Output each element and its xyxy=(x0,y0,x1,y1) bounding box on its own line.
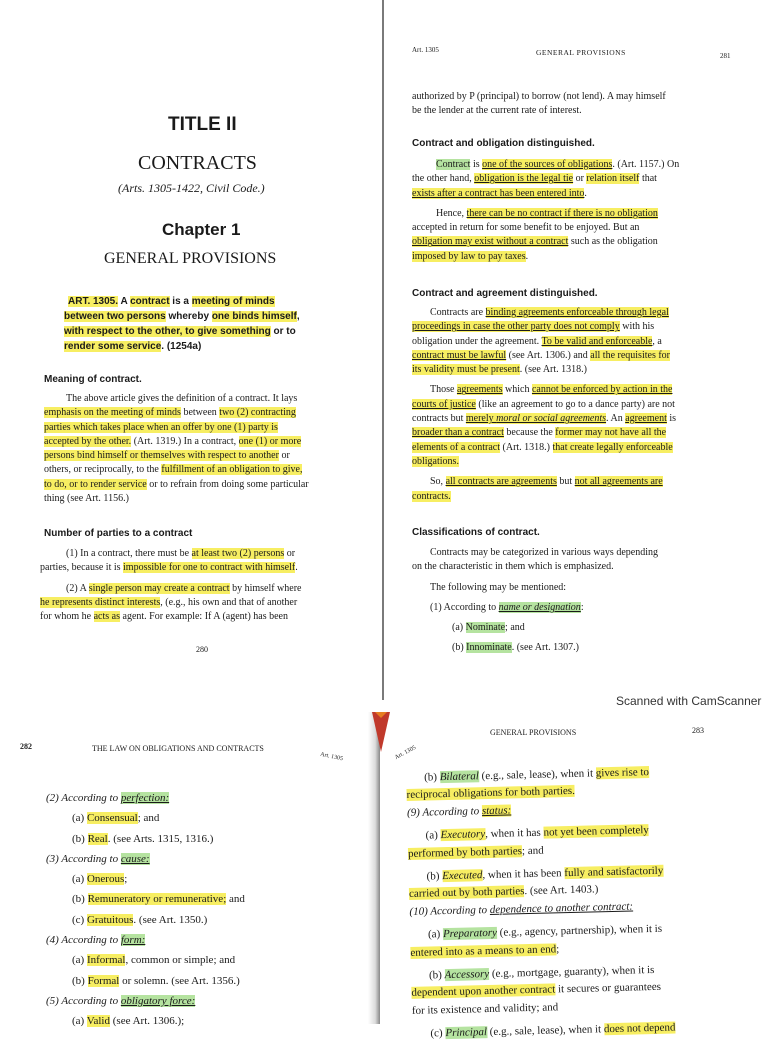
list-item: form: xyxy=(120,934,146,947)
text-line: (a) xyxy=(452,622,466,634)
scanner-watermark: Scanned with CamScanner xyxy=(616,694,762,708)
art-text: with respect to the other, to give something xyxy=(64,326,271,337)
title-heading: TITLE II xyxy=(168,114,237,135)
text-line: but xyxy=(556,476,575,488)
classification-list-continued xyxy=(406,761,769,1043)
text-line: that create legally enforceable xyxy=(552,441,673,453)
list-item: it secures or guarantees xyxy=(555,981,662,996)
list-item: Executed xyxy=(442,869,483,883)
text-line: . xyxy=(584,187,587,199)
running-header-center: GENERAL PROVISIONS xyxy=(490,728,577,737)
list-item: (b) xyxy=(426,870,443,883)
list-item: Gratuitous xyxy=(86,913,134,926)
text-line: Contracts may be categorized in various ways depending xyxy=(430,547,658,558)
text-line: others, or reciprocally, to the xyxy=(44,464,162,476)
text-line: agreement xyxy=(625,413,667,425)
page-280 xyxy=(0,0,384,700)
text-line: (2) A xyxy=(66,582,89,594)
text-line: between xyxy=(180,407,220,419)
list-item: Preparatory xyxy=(442,927,498,941)
text-line: is xyxy=(470,159,483,170)
text-line: . (see Art. 1307.) xyxy=(511,642,579,654)
list-item: (e.g., sale, lease), when it xyxy=(478,767,596,783)
art-label: ART. 1305. xyxy=(68,296,119,307)
list-item: . (see Art. 1350.) xyxy=(133,913,208,926)
text-line: former may not have all the xyxy=(555,427,667,439)
list-item: (10) According to xyxy=(409,903,490,918)
page-282 xyxy=(0,712,370,1028)
running-header-left: Art. 1305 xyxy=(412,46,439,54)
text-line: obligations. xyxy=(412,455,459,467)
text-line: that xyxy=(639,173,657,185)
text-line: , (e.g., his own and that of another xyxy=(160,596,298,608)
art-text: or to xyxy=(270,326,296,337)
text-line: emphasis on the meeting of minds xyxy=(44,407,181,419)
classification-list xyxy=(46,788,356,1032)
text-line: all the requisites for xyxy=(590,349,670,361)
text-line: impossible for one to contract with himself xyxy=(123,562,296,574)
text-line: proceedings in case the other party does not comply xyxy=(412,321,620,333)
list-item: gives rise to xyxy=(595,766,650,780)
list-item: Formal xyxy=(87,974,120,987)
text-line: Those xyxy=(430,384,457,396)
text-line: obligation under the agreement. xyxy=(412,335,542,347)
text-line: or xyxy=(573,173,587,185)
text-line: Hence, xyxy=(436,207,467,219)
text-line: the other hand, xyxy=(412,173,475,185)
text-line: ; and xyxy=(505,622,525,634)
list-item: Executory xyxy=(440,828,486,842)
list-item: (e.g., mortgage, guaranty), when it is xyxy=(489,964,655,981)
obligation-paragraph xyxy=(412,158,756,264)
pin-icon xyxy=(372,712,390,752)
list-item: perfection: xyxy=(120,792,170,804)
list-item: not yet been completely xyxy=(543,824,650,839)
text-line: So, xyxy=(430,476,446,488)
list-item: (5) According to xyxy=(46,994,121,1007)
text-line: To be valid and enforceable xyxy=(541,335,653,347)
list-item: (c) xyxy=(72,913,87,926)
list-item: dependent upon another contract xyxy=(411,983,556,1000)
list-item: dependence to another contract: xyxy=(489,900,634,916)
text-line: parties, because it is xyxy=(40,562,124,574)
text-line: (Art. 1318.) xyxy=(500,441,553,453)
text-line: its validity must be present xyxy=(412,364,520,376)
art-text: is a xyxy=(169,296,192,307)
parties-paragraph xyxy=(40,547,358,624)
text-line: fulfillment of an obligation to give, xyxy=(161,464,303,476)
text-line: name or designation xyxy=(498,601,581,613)
text-line: agreements xyxy=(456,384,503,396)
text-line: or xyxy=(284,548,296,559)
list-item: and xyxy=(226,893,245,906)
text-line: (b) xyxy=(452,642,467,654)
list-item: (a) xyxy=(72,1015,87,1028)
list-item: Onerous xyxy=(86,873,125,886)
list-item: ; and xyxy=(137,812,160,825)
text-line: persons bind himself or themselves with respect to another xyxy=(44,450,279,462)
list-item: ; xyxy=(124,873,128,886)
text-line: (see Art. 1306.) and xyxy=(506,349,591,361)
list-item: (9) According to xyxy=(406,804,483,819)
chapter-name: GENERAL PROVISIONS xyxy=(104,250,277,267)
art-text: A xyxy=(118,296,131,307)
list-item: ; and xyxy=(521,844,544,857)
running-header-right: 281 xyxy=(720,52,731,60)
list-item: (a) xyxy=(72,873,87,886)
text-line: contract must be lawful xyxy=(412,349,507,361)
text-line: for whom he xyxy=(40,611,94,623)
list-item: (2) According to xyxy=(46,792,121,804)
list-item: (c) xyxy=(430,1027,446,1040)
text-line: acts as xyxy=(93,611,120,623)
text-line: which xyxy=(502,384,532,396)
text-line: be the lender at the current rate of interest. xyxy=(412,105,582,117)
text-line: cannot be enforced by action in the xyxy=(531,384,673,396)
meaning-heading: Meaning of contract. xyxy=(44,374,142,385)
text-line: relation itself xyxy=(586,173,640,185)
running-header-right: 283 xyxy=(692,726,704,735)
text-line: or xyxy=(278,450,290,462)
meaning-paragraph xyxy=(44,392,356,506)
contracts-heading: CONTRACTS xyxy=(138,152,257,174)
list-item: (b) xyxy=(72,893,88,906)
agreement-heading: Contract and agreement distinguished. xyxy=(412,288,598,299)
list-item: entered into as a means to an end xyxy=(410,943,557,959)
chapter-heading: Chapter 1 xyxy=(162,220,241,239)
list-item: performed by both parties xyxy=(407,844,523,860)
text-line: merely xyxy=(465,413,497,425)
page-fold-shadow xyxy=(368,712,380,1024)
list-item: (see Art. 1306.); xyxy=(110,1015,185,1028)
list-item: carried out by both parties xyxy=(408,885,525,901)
list-item: Principal xyxy=(445,1026,488,1040)
list-item: ; xyxy=(555,942,560,956)
text-line: . xyxy=(295,562,298,574)
distinguished-heading: Contract and obligation distinguished. xyxy=(412,138,595,149)
text-line: all contracts are agreements xyxy=(445,476,557,488)
list-item: (b) xyxy=(72,832,88,845)
list-item: Bilateral xyxy=(439,770,480,784)
text-line: , a xyxy=(652,335,662,347)
text-line: contracts. xyxy=(412,490,451,502)
text-line: . (see Art. 1318.) xyxy=(519,364,587,376)
art-text: render some service xyxy=(64,341,162,352)
text-line: authorized by P (principal) to borrow (not lend). A may himself xyxy=(412,91,666,102)
text-line: Contracts are xyxy=(430,307,486,318)
list-item: status: xyxy=(481,804,512,817)
text-line: one of the sources of obligations xyxy=(482,159,613,170)
text-line: such as the obligation xyxy=(568,236,658,248)
list-item: Consensual xyxy=(86,812,138,825)
text-line: two (2) contracting xyxy=(219,407,296,419)
running-header-center: GENERAL PROVISIONS xyxy=(536,48,626,57)
agreement-paragraph xyxy=(412,306,756,504)
list-item: reciprocal obligations for both parties. xyxy=(406,785,576,802)
text-line: (1) According to xyxy=(430,601,499,613)
art-text: . (1254a) xyxy=(161,341,202,352)
list-item: , when it has xyxy=(485,826,544,841)
list-item: (3) According to xyxy=(46,852,121,865)
list-item: fully and satisfactorily xyxy=(564,864,664,880)
text-line: accepted by the other. xyxy=(44,435,132,447)
text-line: imposed by law to pay taxes xyxy=(412,250,526,262)
text-line: binding agreements enforceable through legal xyxy=(485,307,669,318)
list-item: for its existence and validity; and xyxy=(411,1001,559,1017)
text-line: parties which takes place when an offer by one (1) party is xyxy=(44,421,278,433)
text-line: on the characteristic in them which is emphasized. xyxy=(412,561,614,573)
list-item: (e.g., agency, partnership), when it is xyxy=(496,923,663,940)
list-item: cause: xyxy=(120,852,150,865)
text-line: broader than a contract xyxy=(412,427,504,439)
text-line: at least two (2) persons xyxy=(191,548,285,559)
text-line: is xyxy=(666,413,677,425)
list-item: (a) xyxy=(72,812,87,825)
running-header-right: Art. 1305 xyxy=(319,751,344,763)
list-item: (a) xyxy=(72,954,87,967)
list-item: (a) xyxy=(425,829,441,842)
list-item: obligatory force: xyxy=(120,994,196,1007)
list-item: Valid xyxy=(86,1015,110,1028)
text-line: . (Art. 1157.) On xyxy=(612,159,680,170)
page-281 xyxy=(386,0,768,700)
text-line: The following may be mentioned: xyxy=(430,581,567,593)
text-line: elements of a contract xyxy=(412,441,501,453)
page-283 xyxy=(392,712,768,1040)
text-line: contracts but xyxy=(412,413,466,425)
text-line: because the xyxy=(503,427,556,439)
list-item: . (see Art. 1403.) xyxy=(524,883,599,898)
text-line: : xyxy=(580,601,584,613)
text-line: . An xyxy=(606,413,626,425)
parties-heading: Number of parties to a contract xyxy=(44,528,193,539)
text-line: with his xyxy=(619,321,655,333)
article-1305 xyxy=(64,294,336,354)
continuation-paragraph xyxy=(412,90,756,119)
text-line: accepted in return for some benefit to be enjoyed. But an xyxy=(412,222,640,234)
text-line: one (1) or more xyxy=(238,435,302,447)
running-header-left: Art. 1305 xyxy=(393,744,418,762)
list-item: or solemn. (see Art. 1356.) xyxy=(119,974,240,987)
list-item: does not depend xyxy=(603,1021,676,1036)
list-item: Accessory xyxy=(444,968,490,982)
text-line: he represents distinct interests xyxy=(40,596,161,608)
classifications-paragraph xyxy=(412,546,756,656)
text-line: there can be no contract if there is no obligation xyxy=(466,207,658,219)
list-item: . (see Arts. 1315, 1316.) xyxy=(107,832,214,845)
text-line: Nominate xyxy=(465,622,506,634)
text-line: moral or social agreements xyxy=(496,413,607,425)
classifications-heading: Classifications of contract. xyxy=(412,527,540,538)
list-item: (a) xyxy=(427,928,444,941)
text-line: single person may create a contract xyxy=(88,582,230,594)
text-line: thing (see Art. 1156.) xyxy=(44,493,129,505)
list-item: Real xyxy=(87,832,108,845)
text-line: Innominate xyxy=(466,642,512,654)
text-line: agent. For example: If A (agent) has been xyxy=(120,611,288,623)
text-line: by himself where xyxy=(229,582,302,594)
text-line: exists after a contract has been entered into xyxy=(412,187,585,199)
list-item: (b) xyxy=(424,771,440,784)
list-item: Informal xyxy=(86,954,126,967)
art-text: meeting of minds xyxy=(191,296,275,307)
art-text: contract xyxy=(130,296,170,307)
text-line: (Art. 1319.) In a contract, xyxy=(131,435,239,447)
list-item: (b) xyxy=(72,974,88,987)
text-line: The above article gives the definition of a contract. It lays xyxy=(66,393,298,404)
text-line: to do, or to render service xyxy=(44,478,147,490)
list-item: Remuneratory or remunerative; xyxy=(87,893,227,906)
text-line: (like an agreement to go to a dance party) are not xyxy=(475,398,675,410)
list-item: , common or simple; and xyxy=(125,954,236,967)
art-text: , xyxy=(296,311,300,322)
text-line: . xyxy=(525,250,529,262)
art-text: between two persons xyxy=(64,311,166,322)
text-line: obligation is the legal tie xyxy=(474,173,574,185)
list-item: (b) xyxy=(428,969,445,982)
text-line: Contract xyxy=(436,159,471,170)
book-spine xyxy=(382,0,384,700)
text-line: courts of justice xyxy=(412,398,476,410)
text-line: obligation may exist without a contract xyxy=(412,236,569,248)
running-header-left: 282 xyxy=(20,742,32,751)
list-item: (4) According to xyxy=(46,934,121,947)
text-line: or to refrain from doing some particular xyxy=(146,478,309,490)
art-text: one binds himself xyxy=(211,311,297,322)
art-text: whereby xyxy=(165,311,212,322)
list-item: , when it has been xyxy=(482,867,565,882)
running-header-center: THE LAW ON OBLIGATIONS AND CONTRACTS xyxy=(92,744,264,753)
article-range: (Arts. 1305-1422, Civil Code.) xyxy=(118,181,265,195)
page-number: 280 xyxy=(196,645,208,654)
text-line: (1) In a contract, there must be xyxy=(66,548,192,559)
list-item: (e.g., sale, lease), when it xyxy=(486,1023,605,1039)
text-line: not all agreements are xyxy=(574,476,663,488)
